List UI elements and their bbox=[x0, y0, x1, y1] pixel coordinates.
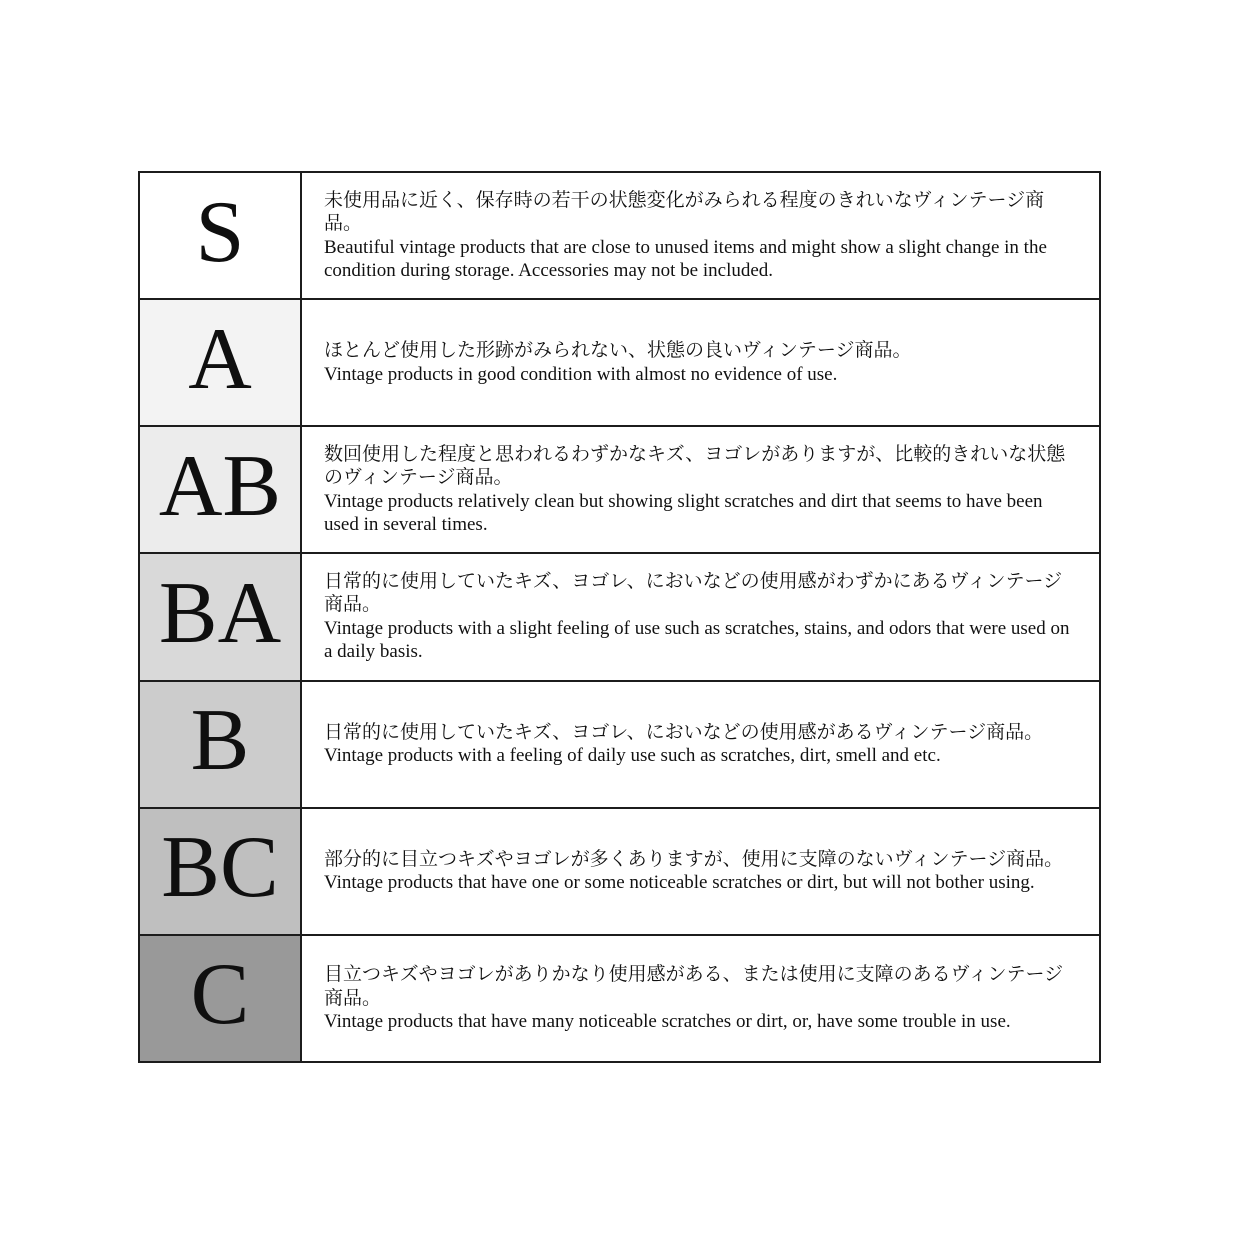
grade-letter-ba: BA bbox=[158, 564, 282, 662]
description-cell-ab bbox=[302, 427, 1099, 552]
grade-cell-ab bbox=[140, 427, 302, 552]
grade-cell-a bbox=[140, 300, 302, 425]
condition-grade-table bbox=[138, 171, 1101, 1063]
grade-row-s bbox=[140, 173, 1099, 298]
grade-row-c bbox=[140, 934, 1099, 1061]
description-cell-bc bbox=[302, 809, 1099, 934]
description-english: Vintage products relatively clean but showing slight scratches and dirt that seems to have been used in several times. bbox=[324, 490, 1043, 536]
grade-letter-s: S bbox=[195, 183, 245, 281]
grade-row-ba bbox=[140, 552, 1099, 679]
description-cell-c bbox=[302, 936, 1099, 1061]
description-cell-s bbox=[302, 173, 1099, 298]
grade-row-bc bbox=[140, 807, 1099, 934]
grade-cell-b bbox=[140, 682, 302, 807]
grade-letter-ab: AB bbox=[158, 437, 282, 535]
description-cell-b bbox=[302, 682, 1099, 807]
description-english: Vintage products that have many noticeable scratches or dirt, or, have some trouble in use. bbox=[324, 1011, 1011, 1033]
grade-row-ab bbox=[140, 425, 1099, 552]
description-japanese: 目立つキズやヨゴレがありかなり使用感がある、または使用に支障のあるヴィンテージ商品。 bbox=[324, 964, 1064, 1009]
grade-letter-b: B bbox=[190, 692, 250, 790]
description-japanese: 数回使用した程度と思われるわずかなキズ、ヨゴレがありますが、比較的きれいな状態のヴィンテージ商品。 bbox=[324, 443, 1066, 489]
grade-letter-bc: BC bbox=[161, 819, 279, 917]
description-japanese: 未使用品に近く、保存時の若干の状態変化がみられる程度のきれいなヴィンテージ商品。 bbox=[324, 189, 1045, 235]
grade-cell-bc bbox=[140, 809, 302, 934]
grade-row-b bbox=[140, 680, 1099, 807]
description-japanese: 日常的に使用していたキズ、ヨゴレ、においなどの使用感があるヴィンテージ商品。 bbox=[324, 721, 1044, 743]
grade-cell-c bbox=[140, 936, 302, 1061]
description-english: Vintage products that have one or some noticeable scratches or dirt, but will not bother using. bbox=[324, 872, 1035, 894]
grade-letter-c: C bbox=[190, 946, 250, 1044]
description-english: Beautiful vintage products that are close to unused items and might show a slight change in the condition during storage. Accessories may not be included. bbox=[324, 236, 1047, 282]
description-japanese: 日常的に使用していたキズ、ヨゴレ、においなどの使用感がわずかにあるヴィンテージ商品。 bbox=[324, 570, 1063, 616]
description-cell-ba bbox=[302, 554, 1099, 679]
grade-letter-a: A bbox=[188, 310, 252, 408]
grade-row-a bbox=[140, 298, 1099, 425]
description-english: Vintage products with a slight feeling of use such as scratches, stains, and odors that were used on a daily basis. bbox=[324, 617, 1070, 663]
description-japanese: 部分的に目立つキズやヨゴレが多くありますが、使用に支障のないヴィンテージ商品。 bbox=[324, 848, 1064, 870]
description-japanese: ほとんど使用した形跡がみられない、状態の良いヴィンテージ商品。 bbox=[324, 340, 912, 362]
description-english: Vintage products in good condition with almost no evidence of use. bbox=[324, 363, 838, 385]
description-english: Vintage products with a feeling of daily use such as scratches, dirt, smell and etc. bbox=[324, 745, 941, 767]
grade-cell-s bbox=[140, 173, 302, 298]
description-cell-a bbox=[302, 300, 1099, 425]
grade-cell-ba bbox=[140, 554, 302, 679]
